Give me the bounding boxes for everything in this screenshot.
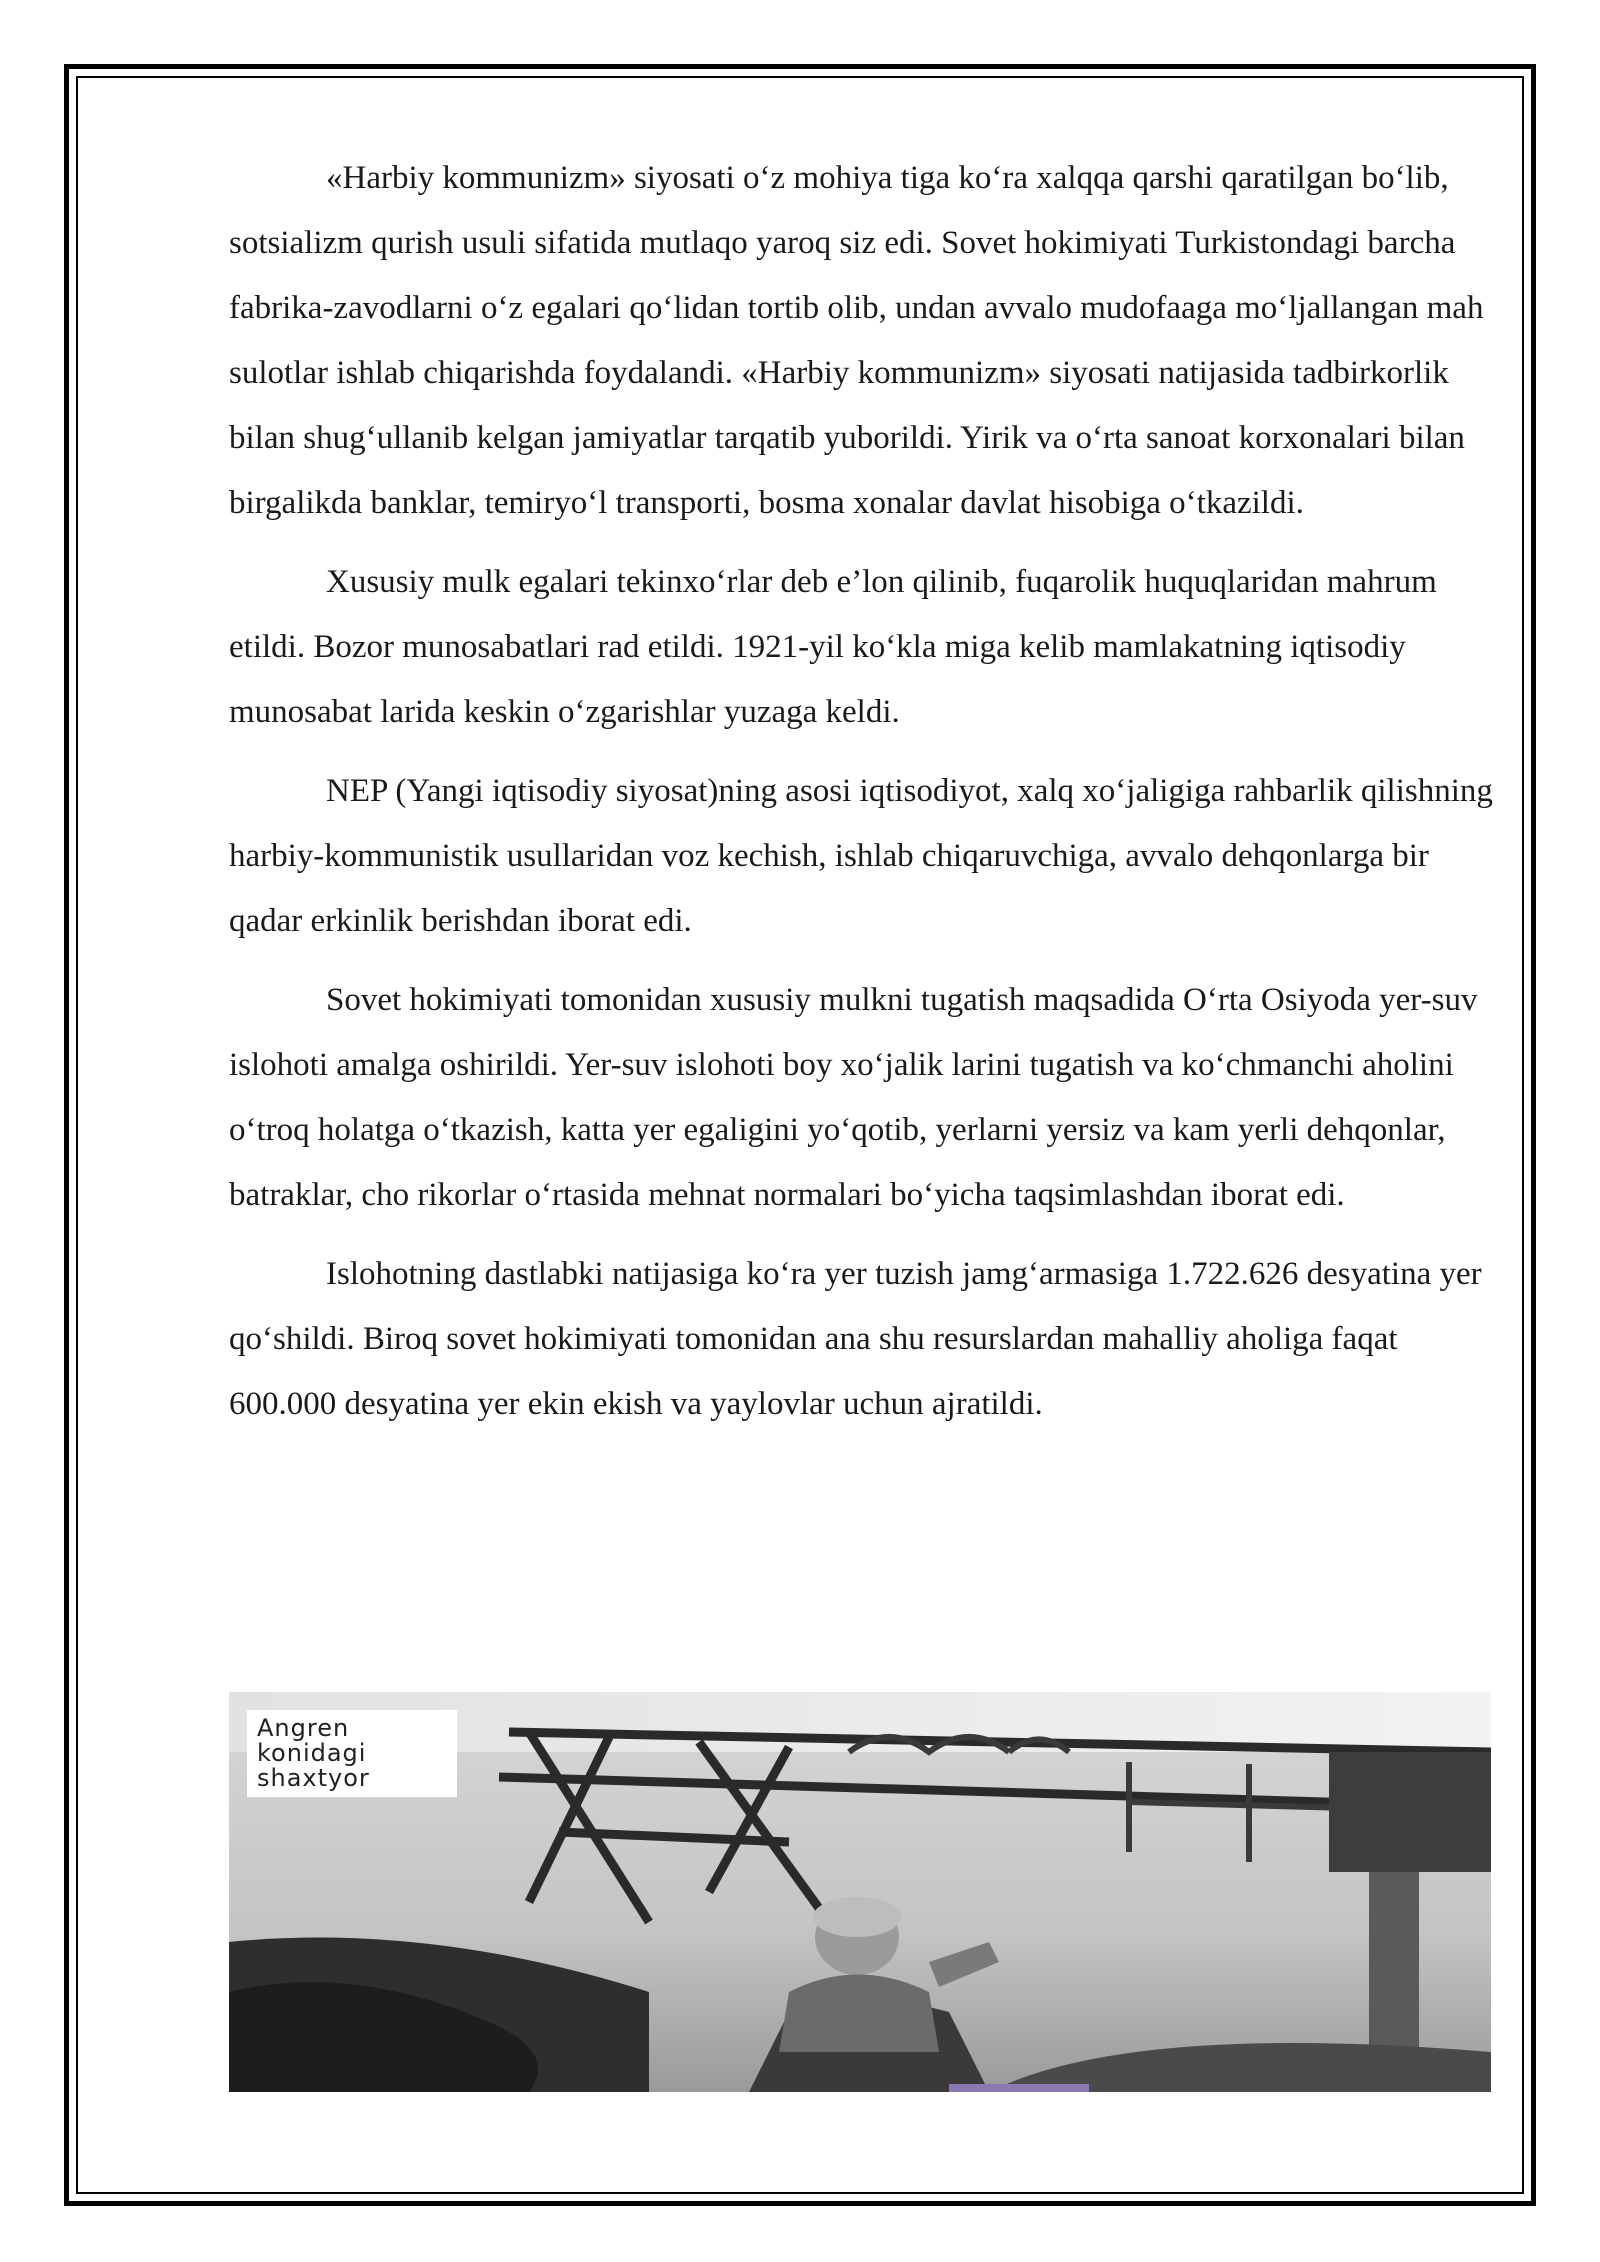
paragraph-2: Xususiy mulk egalari tekinxo‘rlar deb e’lon qilinib, fuqarolik huquqlaridan mahrum etildi. Bozor munosabatlari rad etildi. 1921-yil ko‘kla miga kelib mamlakatning iqtisodiy munosabat larida keskin o‘zgarishlar yuzaga keldi. xyxy=(229,564,1437,730)
caption-line-2: konidagi xyxy=(257,1739,367,1767)
document-body xyxy=(229,146,1499,1451)
caption-line-1: Angren xyxy=(257,1714,350,1742)
paragraph-5: Islohotning dastlabki natijasiga ko‘ra yer tuzish jamg‘armasiga 1.722.626 desyatina yer qo‘shildi. Biroq sovet hokimiyati tomonidan ana shu resurslardan mahalliy aholiga faqat 600.000 desyatina yer ekin ekish va yaylovlar uchun ajratildi. xyxy=(229,1256,1482,1422)
caption-line-3: shaxtyor xyxy=(257,1764,370,1792)
mine-worker-photo xyxy=(229,1692,1491,2092)
paragraph-4: Sovet hokimiyati tomonidan xususiy mulkni tugatish maqsadida O‘rta Osiyoda yer-suv islohoti amalga oshirildi. Yer-suv islohoti boy xo‘jalik larini tugatish va ko‘chmanchi aholini o‘troq holatga o‘tkazish, katta yer egaligini yo‘qotib, yerlarni yersiz va kam yerli dehqonlar, batraklar, cho rikorlar o‘rtasida mehnat normalari bo‘yicha taqsimlashdan iborat edi. xyxy=(229,982,1478,1213)
paragraph-3: NEP (Yangi iqtisodiy siyosat)ning asosi iqtisodiyot, xalq xo‘jaligiga rahbarlik qilishning harbiy-kommunistik usullaridan voz kechish, ishlab chiqaruvchiga, avvalo dehqonlarga bir qadar erkinlik berishdan iborat edi. xyxy=(229,773,1493,939)
photo-caption xyxy=(247,1710,457,1797)
paragraph-1: «Harbiy kommunizm» siyosati o‘z mohiya tiga ko‘ra xalqqa qarshi qaratilgan bo‘lib, sotsializm qurish usuli sifatida mutlaqo yaroq siz edi. Sovet hokimiyati Turkistondagi barcha fabrika-zavodlarni o‘z egalari qo‘lidan tortib olib, undan avvalo mudofaaga mo‘ljallangan mah sulotlar ishlab chiqarishda foydalandi. «Harbiy kommunizm» siyosati natijasida tadbirkorlik bilan shug‘ullanib kelgan jamiyatlar tarqatib yuborildi. Yirik va o‘rta sanoat korxonalari bilan birgalikda banklar, temiryo‘l transporti, bosma xonalar davlat hisobiga o‘tkazildi. xyxy=(229,160,1484,521)
